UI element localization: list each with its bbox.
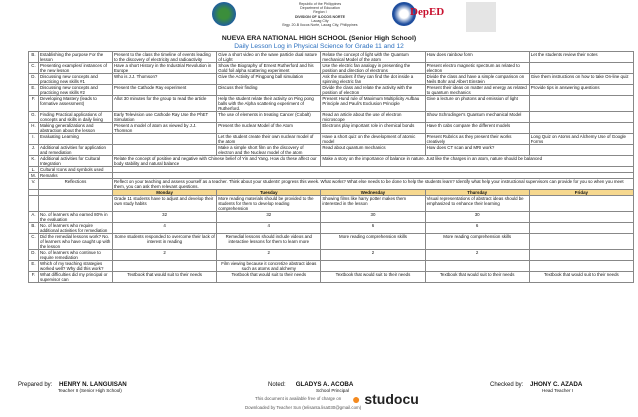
table-cell — [529, 223, 633, 234]
table-cell: Read about quantum mechanics — [321, 145, 425, 156]
row-label — [39, 196, 113, 212]
row-label: Establishing the purpose For the lesson — [39, 52, 113, 63]
day-header: Wednesday — [321, 190, 425, 196]
row-label: Did the remedial lessons work? No. of learners who have caught up with the lesson — [39, 234, 113, 250]
table-cell: Visual representations of abstract ideas should be emphasized to enhance their learning — [425, 196, 529, 212]
table-cell: Show Schrodinger's Quantum mechanical Model — [425, 112, 529, 123]
table-cell — [529, 212, 633, 223]
row-label: Presenting examples/ instances of the new lesson — [39, 63, 113, 74]
row-index: M. — [29, 173, 39, 179]
table-row — [29, 52, 634, 63]
table-cell: Present to the class the timeline of events leading to the discovery of electricity and radioactivity — [113, 52, 217, 63]
table-cell: 2 — [217, 250, 321, 261]
row-index: E. — [29, 261, 39, 272]
row-label: No. of learners who continue to require remediation — [39, 250, 113, 261]
noted-title: School Principal — [316, 388, 349, 393]
row-index: F. — [29, 272, 39, 283]
table-row — [29, 212, 634, 223]
row-label: Remarks — [39, 173, 113, 179]
table-cell: More reading comprehension skills — [425, 234, 529, 250]
table-cell: 30 — [321, 212, 425, 223]
table-cell: 4 — [113, 223, 217, 234]
row-index: G. — [29, 112, 39, 123]
table-cell: Electrons play important role in chemical bonds — [321, 123, 425, 134]
table-cell — [529, 112, 633, 123]
table-cell: 6 — [425, 223, 529, 234]
table-row — [29, 250, 634, 261]
table-cell: Present the nuclear Model of the Atom — [217, 123, 321, 134]
reflections-row — [29, 179, 634, 190]
table-row — [29, 156, 634, 167]
republic-text: Republic of the Philippines — [298, 2, 342, 6]
watermark-line-2[interactable]: Downloaded by Teacher Sun (telisanta.lisa030@gmail.com) — [245, 405, 362, 410]
dll-subtitle: Daily Lesson Log in Physical Science for Grade 11 and 12 — [234, 43, 404, 50]
document-header — [0, 0, 638, 48]
row-label: Which of my teaching strategies worked well? Why did this work? — [39, 261, 113, 272]
table-cell — [529, 145, 633, 156]
row-index: H. — [29, 123, 39, 134]
table-cell: Help the student relate their activity on Ping pong balls with the Alpha scattering experiment of Rutherford. — [217, 96, 321, 112]
row-index: C. — [29, 234, 39, 250]
table-cell — [529, 250, 633, 261]
table-cell: Give the Activity of Pingpong ball simulation — [217, 74, 321, 85]
table-cell: More reading materials should be provided to the students for them to develop reading comprehension — [217, 196, 321, 212]
table-cell: Make a story on the importance of balance in nature. Just like the charges in an atom, nature should be balanced — [321, 156, 634, 167]
checked-name: JHONY C. AZADA — [530, 381, 583, 388]
table-cell: Relate the concept of light with the Quantum mechanical Model of the atom — [321, 52, 425, 63]
table-cell: How does CT scan and MRI work? — [425, 145, 529, 156]
row-label: Discussing new concepts and practicing new skills #1 — [39, 74, 113, 85]
table-cell — [529, 63, 633, 74]
row-label: No. of learners who require additional activities for remediation — [39, 223, 113, 234]
table-cell: 32 — [217, 212, 321, 223]
table-cell: Have th cabs compare the different models — [425, 123, 529, 134]
table-cell: 32 — [113, 212, 217, 223]
table-cell: Showing films like harry potter makes them interested in the lesson — [321, 196, 425, 212]
table-cell: Use the electric fan analogy in presenting the position and direction of electrons — [321, 63, 425, 74]
school-name: NUEVA ERA NATIONAL HIGH SCHOOL (Senior High School) — [221, 35, 417, 42]
row-index: C. — [29, 63, 39, 74]
table-cell: Some students responded to overcome their lack of interest in reading — [113, 234, 217, 250]
row-label: Finding Practical applications of concepts and skills in daily living — [39, 112, 113, 123]
table-cell: Give a lecture on photons and emission of light — [425, 96, 529, 112]
day-header: Thursday — [425, 190, 529, 196]
table-cell: Film viewing because it concretize abstract ideas such as atoms and alchemy — [217, 261, 321, 272]
table-row — [29, 96, 634, 112]
noted-by — [268, 381, 353, 393]
row-index: J. — [29, 145, 39, 156]
table-cell — [529, 234, 633, 250]
row-index: E. — [29, 85, 39, 96]
row-label: Discussing new concepts and practicing new skills #2 — [39, 85, 113, 96]
table-cell: Show the Biography of Ernest Rutherford and his Gold foil alpha scattering experiment — [217, 63, 321, 74]
checked-title: Head Teacher I — [542, 388, 574, 393]
day-header: Tuesday — [217, 190, 321, 196]
row-index: B. — [29, 52, 39, 63]
deped-logo: DepED — [410, 6, 445, 18]
region-text: Region I — [313, 10, 327, 15]
header-text — [240, 2, 400, 27]
table-cell: Present Rubrics as they present their works creatively — [425, 134, 529, 145]
table-cell: Relate the concept of positive and negative with Chinese belief of Yin and Yang. How do these affect our body stability and natural balance — [113, 156, 321, 167]
prepared-by — [18, 381, 127, 393]
table-row — [29, 223, 634, 234]
table-cell: Present Hund rule of Maximum Multiplicity Aufbau Principle and Pauli's Exclusion Principle — [321, 96, 425, 112]
row-label: Additional activities for application and remediation — [39, 145, 113, 156]
table-cell: Textbook that would suit to their needs — [113, 272, 217, 283]
row-index: L. — [29, 167, 39, 173]
row-label: Cultural Icons and symbols used — [39, 167, 113, 173]
table-cell: 6 — [321, 223, 425, 234]
table-cell: Divide the class and have a simple comparison on Neils Bohr and Albert Einstein — [425, 74, 529, 85]
day-header: Friday — [529, 190, 633, 196]
row-index: A. — [29, 212, 39, 223]
table-cell: Allot 30 minutes for the group to read the article — [113, 96, 217, 112]
row-index: V. — [29, 179, 39, 190]
table-cell — [321, 261, 425, 272]
table-cell: Present a model of atom as viewed by J.J. Thomson — [113, 123, 217, 134]
table-cell — [113, 145, 217, 156]
table-cell — [529, 123, 633, 134]
table-cell: Give a short video on the wave particle dual nature of Light — [217, 52, 321, 63]
checked-label: Checked by: — [490, 382, 524, 388]
table-cell — [529, 261, 633, 272]
division-text: DIVISION OF ILOCOS NORTE — [294, 14, 346, 19]
table-cell — [529, 96, 633, 112]
row-index: I. — [29, 134, 39, 145]
studocu-text: studocu — [364, 391, 419, 407]
table-row — [29, 261, 634, 272]
lesson-log-table — [28, 51, 634, 283]
row-label: What difficulties did my principal or supervisor can — [39, 272, 113, 283]
table-cell: More reading comprehension skills — [321, 234, 425, 250]
row-label: Developing Mastery (leads to formative assessment) — [39, 96, 113, 112]
table-cell: Present the Cathode Ray experiment — [113, 85, 217, 96]
table-cell — [113, 134, 217, 145]
watermark-line-1: This document is available free of charge on — [255, 396, 342, 401]
dept-text: Department of Education — [300, 6, 340, 11]
row-label: Reflections — [39, 179, 113, 190]
table-cell: Discuss their finding — [217, 85, 321, 96]
table-cell: Have a short History in the Industrial Revolution in Europe — [113, 63, 217, 74]
reflections-text: Reflect on your teaching and assess yourself as a teacher. Think about your students' progress this week. What works? What else needs to be done to help the students learn? Identify what help your instructional supervisors can provide for you so when you meet them, you can ask them relevant questions. — [113, 179, 634, 190]
table-cell: Textbook that would suit to their needs — [425, 272, 529, 283]
table-cell: Grade 11 students have to adjust and develop their own study habits — [113, 196, 217, 212]
table-cell: Have a short quiz on the development of atomic model — [321, 134, 425, 145]
row-index: D. — [29, 74, 39, 85]
table-cell: Long Quiz on Atoms and Alchemy Use of Google Forms — [529, 134, 633, 145]
table-cell: Let the student create their own nuclear model of the atom — [217, 134, 321, 145]
table-cell: Let the students review their notes — [529, 52, 633, 63]
table-cell: 30 — [425, 212, 529, 223]
table-cell: How does rainbow form — [425, 52, 529, 63]
table-cell: The use of elements in treating Cancer (Cobalt) — [217, 112, 321, 123]
row-index: F. — [29, 96, 39, 112]
table-row — [29, 196, 634, 212]
table-row — [29, 134, 634, 145]
table-cell: Provide tips in answering questions — [529, 85, 633, 96]
studocu-logo: ● studocu — [352, 391, 419, 407]
table-cell: Textbook that would suit to their needs — [321, 272, 425, 283]
table-cell: Textbook that would suit to their needs — [529, 272, 633, 283]
table-row — [29, 234, 634, 250]
table-row — [29, 145, 634, 156]
table-cell: Remedial lessons should include videos and interactive lessons for them to learn more — [217, 234, 321, 250]
row-index: B. — [29, 223, 39, 234]
table-cell: Present their ideas on matter and energy as related to quantum mechanics — [425, 85, 529, 96]
row-index: K. — [29, 156, 39, 167]
table-cell: Make a simple short film on the discovery of electron and the Nuclear model of the atom — [217, 145, 321, 156]
row-label: Evaluating Learning — [39, 134, 113, 145]
address-text: Brgy. 20-B Ilocos Norte, Laoag City, Philippines — [282, 23, 358, 28]
division-seal-icon — [212, 2, 236, 26]
table-cell — [425, 261, 529, 272]
table-row — [29, 112, 634, 123]
table-cell: Who is J.J. Thomson? — [113, 74, 217, 85]
table-cell: 4 — [217, 223, 321, 234]
noted-name: GLADYS A. ACOBA — [295, 381, 354, 388]
noted-label: Noted: — [268, 382, 286, 388]
row-label: No. of learners who earned 80% in the evaluation — [39, 212, 113, 223]
table-cell: Early Television use Cathode Ray Use the PhET Simulation — [113, 112, 217, 123]
table-cell: Present electro magnetic spectrum as related to electron — [425, 63, 529, 74]
table-row — [29, 63, 634, 74]
table-cell: 2 — [425, 250, 529, 261]
table-cell: Read an article about the use of electron microscope — [321, 112, 425, 123]
row-label: Additional activities for Cultural Integration — [39, 156, 113, 167]
table-row — [29, 85, 634, 96]
table-cell: Textbook that would suit to their needs — [217, 272, 321, 283]
table-cell: Give them instructions on how to take On-line quiz — [529, 74, 633, 85]
prepared-name: HENRY N. LANGUISAN — [59, 381, 127, 388]
day-header: Monday — [113, 190, 217, 196]
table-cell — [113, 261, 217, 272]
checked-by — [490, 381, 582, 393]
table-cell: Ask the student if they can find the dot inside a spinning electric fan — [321, 74, 425, 85]
table-cell: 2 — [113, 250, 217, 261]
row-label: Making generalizations and abstraction about the lesson — [39, 123, 113, 134]
city-text: Laoag City — [311, 18, 329, 23]
prepared-label: Prepared by: — [18, 382, 53, 388]
row-index: D. — [29, 250, 39, 261]
table-row — [29, 123, 634, 134]
placeholder-image — [466, 2, 496, 32]
row-index — [29, 196, 39, 212]
table-cell: 2 — [321, 250, 425, 261]
table-row — [29, 74, 634, 85]
table-cell: Divide the class and relate the activity with the position of electron — [321, 85, 425, 96]
table-cell — [529, 196, 633, 212]
table-row — [29, 272, 634, 283]
prepared-title: Teacher II (Senior High School) — [58, 388, 122, 393]
